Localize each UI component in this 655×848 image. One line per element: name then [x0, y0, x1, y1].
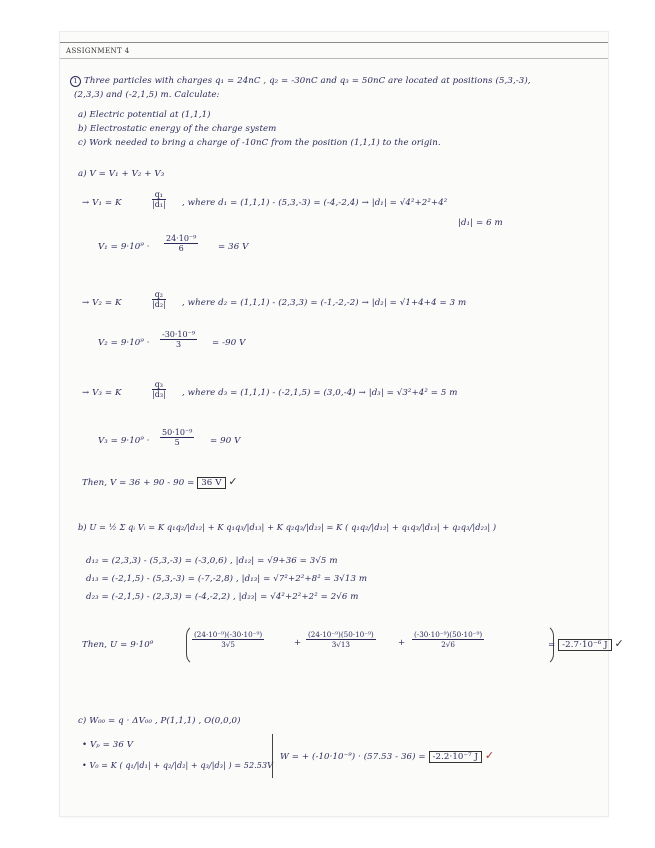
sol-a-v1-frac	[152, 190, 166, 209]
sol-c-vo: • V₀ = K ( q₁/|d₁| + q₂/|d₂| + q₃/|d₃| ) = 52.53V	[82, 761, 274, 770]
plus-sign: +	[294, 638, 302, 648]
frac-den: |d₃|	[152, 390, 166, 399]
sol-b-result	[548, 638, 624, 651]
frac-num: -30·10⁻⁹	[162, 330, 196, 339]
sol-b-d13: d₁₃ = (-2,1,5) - (5,3,-3) = (-7,-2,8) , |d₁₃| = √7²+2²+8² = 3√13 m	[86, 574, 368, 584]
sol-a-v1-calc: V₁ = 9·10⁹ ·	[98, 242, 150, 252]
frac-den: 6	[178, 244, 184, 253]
sol-a-v2-calc-frac	[160, 330, 197, 349]
sol-a-then	[82, 476, 238, 489]
frac-num: (24·10⁻⁹)(50·10⁻⁹)	[308, 630, 374, 639]
sol-b-formula: b) U = ½ Σ qᵢ Vᵢ = K q₁q₂/|d₁₂| + K q₁q₃/|d₁₃| + K q₂q₃/|d₂₃| = K ( q₁q₂/|d₁₂| + q₁q₃/|d₁₃| + q₂q₃/|d₂₃| )	[78, 522, 497, 532]
problem-part-c: c) Work needed to bring a charge of -10nC from the position (1,1,1) to the origin.	[78, 138, 441, 148]
sol-a-v2-result: = -90 V	[212, 338, 246, 348]
problem-line-2: (2,3,3) and (-2,1,5) m. Calculate:	[74, 90, 220, 100]
sol-a-then-text: Then, V = 36 + 90 - 90 =	[82, 478, 195, 488]
sol-c-work	[280, 750, 494, 763]
sol-c-formula: c) W₀₀ = q · ΔV₀₀ , P(1,1,1) , O(0,0,0)	[78, 716, 241, 726]
sol-b-d12: d₁₂ = (2,3,3) - (5,3,-3) = (-3,0,6) , |d₁₂| = √9+36 = 3√5 m	[86, 556, 338, 566]
check-icon: ✓	[614, 637, 624, 650]
sol-a-v1-calc-frac	[164, 234, 198, 253]
sol-b-answer: -2.7·10⁻⁶ J	[558, 639, 612, 651]
sol-b-term-3	[412, 630, 484, 649]
frac-num: q₃	[152, 380, 166, 390]
sol-b-term-1	[192, 630, 264, 649]
assignment-sheet	[60, 32, 624, 816]
problem-part-a: a) Electric potential at (1,1,1)	[78, 110, 211, 120]
equals-sign: =	[548, 640, 556, 650]
frac-den: 5	[174, 438, 180, 447]
sol-a-v3-where: , where d₃ = (1,1,1) - (-2,1,5) = (3,0,-4) → |d₃| = √3²+4² = 5 m	[182, 388, 458, 398]
sol-a-v3-frac	[152, 380, 166, 399]
separator-bar	[272, 734, 273, 778]
sol-a-v1-where: , where d₁ = (1,1,1) - (5,3,-3) = (-4,-2,4) → |d₁| = √4²+2²+4²	[182, 198, 448, 208]
frac-num: q₂	[152, 290, 166, 300]
frac-den: |d₁|	[152, 200, 166, 209]
sol-a-v1-eq: → V₁ = K	[82, 198, 122, 208]
sol-c-work-text: W = + (-10·10⁻⁹) · (57.53 - 36) =	[280, 752, 426, 762]
problem-number: 1	[70, 76, 81, 87]
frac-num: 50·10⁻⁹	[162, 428, 193, 437]
sol-b-term-2	[306, 630, 376, 649]
sol-b-then: Then, U = 9·10⁹	[82, 640, 154, 650]
problem-text-1: Three particles with charges q₁ = 24nC , q₂ = -30nC and q₃ = 50nC are located at positions (5,3,-3),	[84, 76, 531, 86]
frac-den: 2√6	[441, 640, 455, 649]
sol-b-d23: d₂₃ = (-2,1,5) - (2,3,3) = (-4,-2,2) , |d₂₃| = √4²+2²+2² = 2√6 m	[86, 592, 359, 602]
sol-a-sum: a) V = V₁ + V₂ + V₃	[78, 169, 165, 179]
sol-a-v3-eq: → V₃ = K	[82, 388, 122, 398]
sol-a-v2-frac	[152, 290, 166, 309]
top-rule	[60, 42, 608, 43]
sol-a-v3-result: = 90 V	[210, 436, 241, 446]
sol-a-v2-where: , where d₂ = (1,1,1) - (2,3,3) = (-1,-2,-2) → |d₂| = √1+4+4 = 3 m	[182, 298, 467, 308]
frac-den: 3	[175, 340, 182, 349]
frac-num: q₁	[152, 190, 166, 200]
sol-c-answer: -2.2·10⁻⁷ J	[429, 751, 483, 763]
sol-a-v2-eq: → V₂ = K	[82, 298, 122, 308]
sol-c-vp: • Vₚ = 36 V	[82, 740, 134, 750]
problem-part-b: b) Electrostatic energy of the charge system	[78, 124, 277, 134]
title-rule	[60, 58, 608, 59]
assignment-title: ASSIGNMENT 4	[66, 47, 130, 55]
problem-line-1	[70, 76, 531, 87]
sol-a-v3-calc-frac	[160, 428, 194, 447]
plus-sign: +	[398, 638, 406, 648]
frac-num: (24·10⁻⁹)(-30·10⁻⁹)	[194, 630, 263, 639]
frac-den: 3√13	[331, 640, 351, 649]
check-icon: ✓	[228, 475, 238, 488]
frac-den: 3√5	[221, 640, 235, 649]
sol-a-v1-mag: |d₁| = 6 m	[458, 218, 503, 228]
sol-a-answer: 36 V	[197, 477, 225, 489]
sol-a-v2-calc: V₂ = 9·10⁹ ·	[98, 338, 150, 348]
frac-den: |d₂|	[152, 300, 166, 309]
frac-num: (-30·10⁻⁹)(50·10⁻⁹)	[414, 630, 483, 639]
check-icon: ✓	[484, 749, 495, 762]
frac-num: 24·10⁻⁹	[166, 234, 197, 243]
sol-a-v1-result: = 36 V	[218, 242, 249, 252]
sol-a-v3-calc: V₃ = 9·10⁹ ·	[98, 436, 150, 446]
